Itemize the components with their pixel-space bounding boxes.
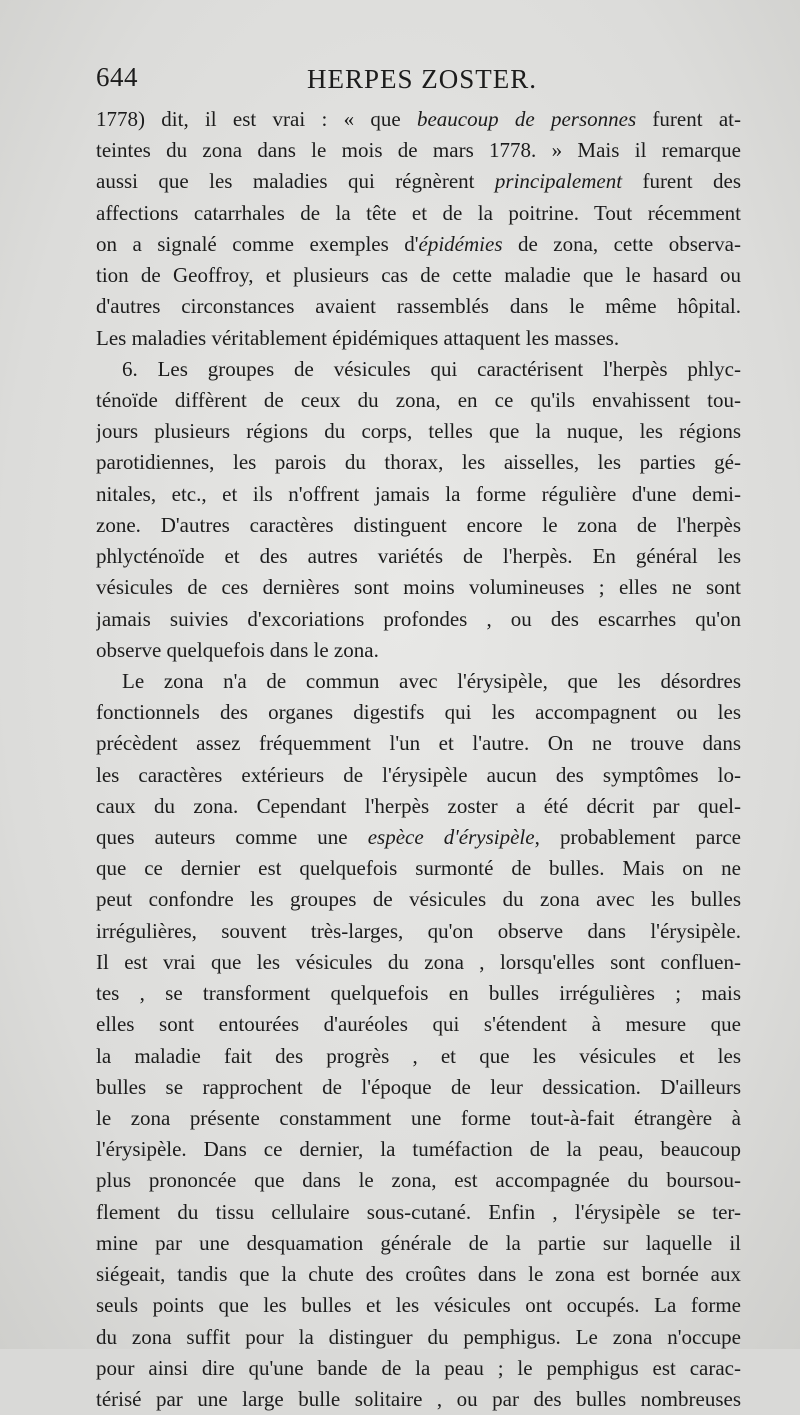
text-line (96, 853, 741, 884)
text-line (96, 604, 741, 635)
text-segment: peut confondre les groupes de vésicules du zona avec les bulles (96, 887, 741, 912)
text-segment: furent des (622, 169, 741, 194)
text-line (96, 1384, 741, 1415)
text-line (96, 947, 741, 978)
text-line (96, 354, 741, 385)
text-segment: teintes du zona dans le mois de mars 1778. » Mais il remarque (96, 138, 741, 163)
text-line (96, 260, 741, 291)
text-line (96, 541, 741, 572)
text-segment: plus prononcée que dans le zona, est accompagnée du boursou- (96, 1168, 741, 1193)
text-segment: vésicules de ces dernières sont moins volumineuses ; elles ne sont (96, 575, 741, 600)
text-segment: 1778) dit, il est vrai : « que (96, 107, 417, 131)
text-line (96, 1103, 741, 1134)
text-line (96, 1041, 741, 1072)
text-segment: Les maladies véritablement épidémiques attaquent les masses. (96, 325, 620, 350)
text-line (96, 1353, 741, 1384)
text-line (96, 1197, 741, 1228)
text-segment: les caractères extérieurs de l'érysipèle aucun des symptômes lo- (96, 762, 741, 787)
text-line (96, 728, 741, 759)
text-segment: mine par une desquamation générale de la partie sur laquelle il (96, 1230, 741, 1255)
italic-text: beaucoup de personnes (416, 107, 637, 131)
text-line (96, 510, 741, 541)
text-line (96, 416, 741, 447)
text-segment: tion de Geoffroy, et plusieurs cas de cette maladie que le hasard ou (96, 263, 741, 288)
text-segment: que ce dernier est quelquefois surmonté de bulles. Mais on ne (96, 856, 741, 881)
text-line (96, 572, 741, 603)
text-line (96, 447, 741, 478)
text-segment: ques auteurs comme une (96, 825, 368, 850)
text-segment: parotidiennes, les parois du thorax, les aisselles, les parties gé- (96, 450, 741, 475)
text-line (96, 1290, 741, 1321)
text-line (96, 385, 741, 416)
text-segment: fonctionnels des organes digestifs qui les accompagnent ou les (96, 700, 741, 725)
text-segment: pour ainsi dire qu'une bande de la peau ; le pemphigus est carac- (96, 1355, 741, 1380)
text-segment: caux du zona. Cependant l'herpès zoster a été décrit par quel- (96, 793, 741, 818)
text-line (96, 635, 741, 666)
text-line (96, 822, 741, 853)
text-line (96, 323, 741, 354)
text-line (96, 1009, 741, 1040)
body-text (96, 104, 741, 1415)
text-segment: la maladie fait des progrès , et que les vésicules et les (96, 1043, 741, 1068)
text-segment: phlycténoïde et des autres variétés de l'herpès. En général les (96, 544, 741, 569)
text-segment: aussi que les maladies qui régnèrent (96, 169, 495, 194)
text-line (96, 104, 741, 135)
text-segment: elles sont entourées d'auréoles qui s'étendent à mesure que (96, 1012, 741, 1037)
text-segment: du zona suffit pour la distinguer du pemphigus. Le zona n'occupe (96, 1324, 741, 1349)
text-line (96, 135, 741, 166)
text-line (96, 697, 741, 728)
text-segment: Il est vrai que les vésicules du zona , lorsqu'elles sont confluen- (96, 949, 741, 974)
page-header (96, 62, 741, 102)
text-segment: flement du tissu cellulaire sous-cutané. Enfin , l'érysipèle se ter- (96, 1199, 741, 1224)
text-segment: siégeait, tandis que la chute des croûtes dans le zona est bornée aux (96, 1262, 741, 1287)
text-line (96, 978, 741, 1009)
text-line (96, 916, 741, 947)
italic-text: espèce d'érysipèle (367, 825, 535, 850)
text-segment: affections catarrhales de la tête et de la poitrine. Tout récemment (96, 200, 741, 225)
text-segment: d'autres circonstances avaient rassemblés dans le même hôpital. (96, 294, 741, 319)
page-number: 644 (96, 62, 138, 92)
text-line (96, 1259, 741, 1290)
text-segment: on a signalé comme exemples d' (96, 231, 419, 256)
text-line (96, 1165, 741, 1196)
text-line (96, 760, 741, 791)
text-segment: 6. Les groupes de vésicules qui caractérisent l'herpès phlyc- (122, 356, 741, 381)
text-segment: l'érysipèle. Dans ce dernier, la tuméfaction de la peau, beaucoup (96, 1137, 741, 1162)
text-segment: bulles se rapprochent de l'époque de leur dessication. D'ailleurs (96, 1074, 741, 1099)
text-segment: observe quelquefois dans le zona. (96, 637, 379, 662)
text-segment: le zona présente constamment une forme tout-à-fait étrangère à (96, 1106, 741, 1130)
text-line (96, 884, 741, 915)
text-line (96, 229, 741, 260)
text-line (96, 198, 741, 229)
text-segment: Le zona n'a de commun avec l'érysipèle, que les désordres (122, 668, 741, 693)
text-segment: zone. D'autres caractères distinguent encore le zona de l'herpès (96, 512, 741, 537)
italic-text: principalement (494, 169, 623, 194)
running-title: HERPES ZOSTER. (307, 64, 538, 94)
text-segment: de zona, cette observa- (502, 231, 741, 256)
text-segment: jours plusieurs régions du corps, telles que la nuque, les régions (96, 419, 741, 444)
text-line (96, 479, 741, 510)
text-line (96, 1322, 741, 1353)
text-line (96, 666, 741, 697)
text-segment: furent at- (636, 107, 741, 131)
text-segment: ténoïde diffèrent de ceux du zona, en ce qu'ils envahissent tou- (96, 387, 741, 412)
italic-text: épidémies (418, 231, 503, 256)
text-segment: , probablement parce (534, 825, 741, 850)
text-segment: tes , se transforment quelquefois en bulles irrégulières ; mais (96, 981, 741, 1006)
text-segment: jamais suivies d'excoriations profondes , ou des escarrhes qu'on (96, 606, 741, 631)
text-segment: térisé par une large bulle solitaire , ou par des bulles nombreuses (96, 1386, 741, 1411)
text-line (96, 1072, 741, 1103)
text-line (96, 791, 741, 822)
text-line (96, 1228, 741, 1259)
text-line (96, 166, 741, 197)
text-line (96, 291, 741, 322)
text-segment: irrégulières, souvent très-larges, qu'on observe dans l'érysipèle. (96, 918, 741, 943)
text-segment: précèdent assez fréquemment l'un et l'autre. On ne trouve dans (96, 731, 741, 756)
text-segment: nitales, etc., et ils n'offrent jamais la forme régulière d'une demi- (96, 481, 741, 506)
text-segment: seuls points que les bulles et les vésicules ont occupés. La forme (96, 1293, 741, 1318)
text-line (96, 1134, 741, 1165)
